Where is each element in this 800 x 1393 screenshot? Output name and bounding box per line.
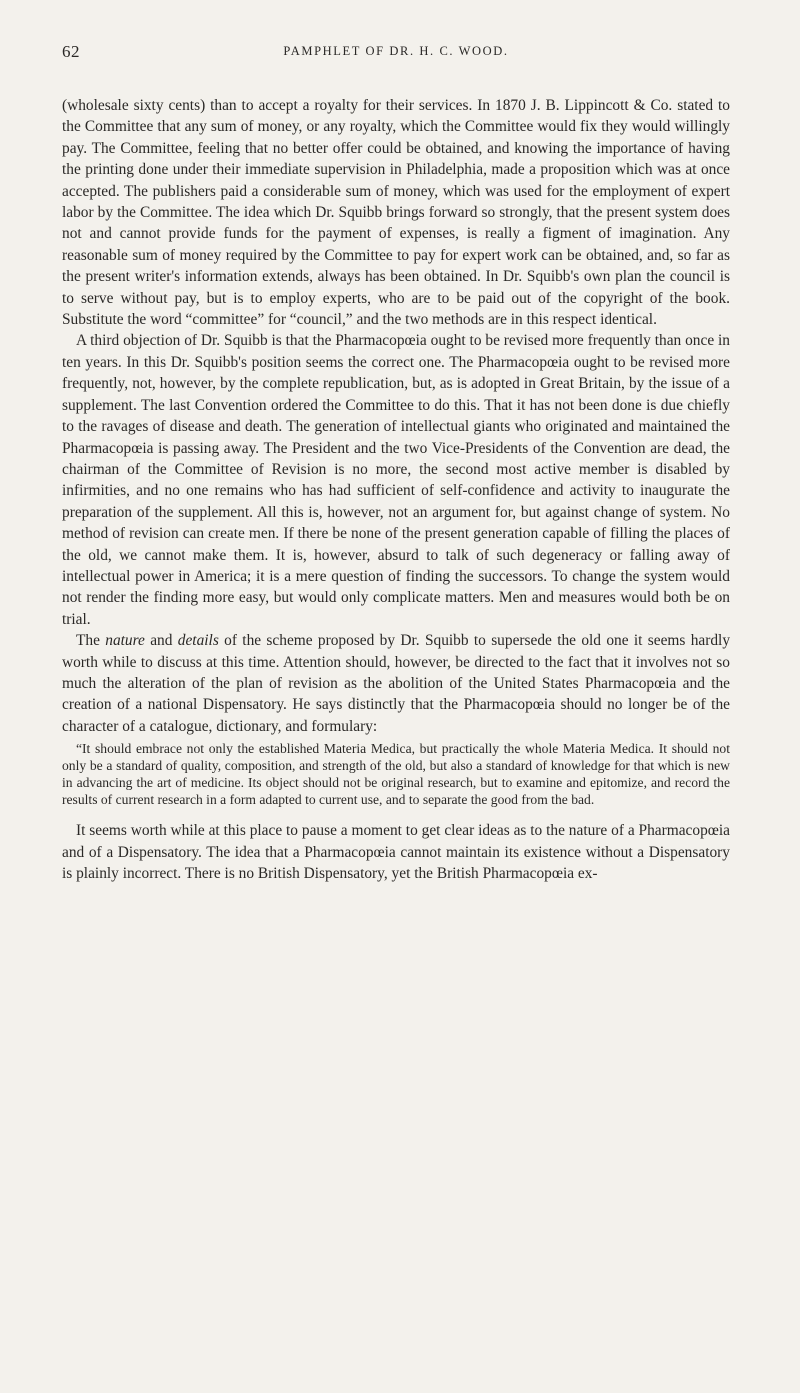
paragraph-text-and: and <box>144 632 178 650</box>
paragraph-nature-details <box>62 630 730 737</box>
italic-nature: nature <box>105 632 145 650</box>
running-head: PAMPHLET OF DR. H. C. WOOD. <box>283 44 509 58</box>
paragraph-continued: (wholesale sixty cents) than to accept a royalty for their services. In 1870 J. B. Lippincott & Co. stated to the Committee that any sum of money, or any royalty, which the Committee would fix they would willingly pay. The Committee, feeling that no better offer could be obtained, and knowing the importance of having the printing done under their immediate supervision in Philadelphia, made a proposition which was at once accepted. The publishers paid a considerable sum of money, which was used for the employment of expert labor by the Committee. The idea which Dr. Squibb brings forward so strongly, that the present system does not and cannot provide funds for the payment of expenses, is really a figment of imagination. Any reasonable sum of money required by the Committee to pay for expert work can be obtained, and, so far as the present writer's information extends, always has been obtained. In Dr. Squibb's own plan the council is to serve without pay, but is to employ experts, who are to be paid out of the copyright of the book. Substitute the word “committee” for “council,” and the two methods are in this respect identical. <box>62 97 730 329</box>
italic-details: details <box>177 632 219 650</box>
body-text <box>62 95 730 885</box>
paragraph-pharmacopoeia-dispensatory: It seems worth while at this place to pause a moment to get clear ideas as to the nature of a Pharmacopœia and of a Dispensatory. The idea that a Pharmacopœia cannot maintain its existence without a Dispensatory is plainly incorrect. There is no British Dispensatory, yet the British Pharmacopœia ex- <box>62 822 730 883</box>
paragraph-text-rest: of the scheme proposed by Dr. Squibb to supersede the old one it seems hardly worth while to discuss at this time. Attention should, however, be directed to the fact that it involves not so much the alteration of the plan of revision as the abolition of the United States Pharmacopœia and the creation of a national Dispensatory. He says distinctly that the Pharmacopœia should no longer be of the character of a catalogue, dictionary, and formulary: <box>62 632 731 735</box>
block-quote: “It should embrace not only the established Materia Medica, but practically the whole Materia Medica. It should not only be a standard of quality, composition, and strength of the old, but also a standard of knowledge for that which is new in advancing the art of medicine. Its object should not be original research, but to examine and epitomize, and record the results of current research in a form adapted to current use, and to separate the good from the bad. <box>62 741 730 807</box>
paragraph-third-objection: A third objection of Dr. Squibb is that the Pharmacopœia ought to be revised more frequently than once in ten years. In this Dr. Squibb's position seems the correct one. The Pharmacopœia ought to be revised more frequently, not, however, by the complete republication, but, as is adopted in Great Britain, by the issue of a supplement. The last Convention ordered the Committee to do this. That it has not been done is due chiefly to the ravages of disease and death. The generation of intellectual giants who originated and maintained the Pharmacopœia is passing away. The President and the two Vice-Presidents of the Convention are dead, the chairman of the Committee of Revision is no more, the second most active member is disabled by infirmities, and no one remains who has had sufficient of self-confidence and activity to inaugurate the preparation of the supplement. All this is, however, not an argument for, but against change of system. No method of revision can create men. If there be none of the present generation capable of filling the places of the old, we cannot make them. It is, however, absurd to talk of such degeneracy or falling away of intellectual power in America; it is a mere question of finding the successors. To change the system would not render the finding more easy, but would only complicate matters. Men and measures would both be on trial. <box>62 332 730 628</box>
paragraph-text-intro: The <box>76 632 106 650</box>
spacer <box>62 808 730 820</box>
page-header <box>62 42 730 66</box>
page-number: 62 <box>62 42 80 61</box>
